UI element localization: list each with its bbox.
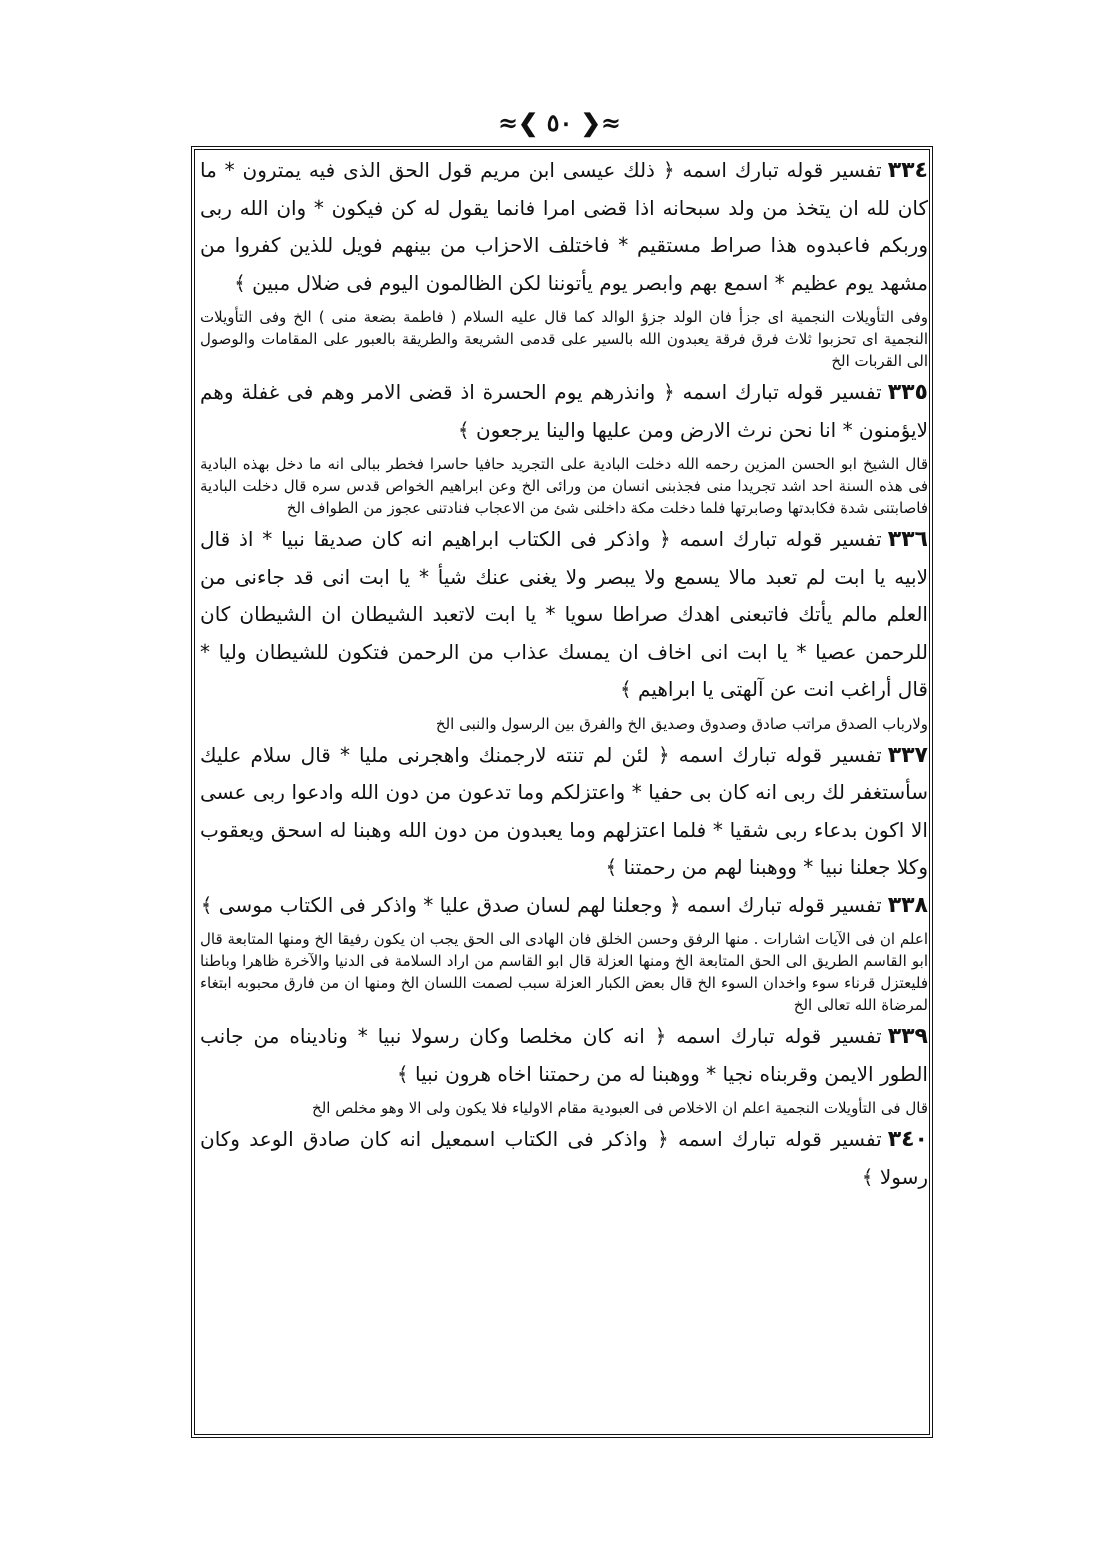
verse-text: تفسير قوله تبارك اسمه ﴿ وانذرهم يوم الحسرة اذ قضى الامر وهم فى غفلة وهم لايؤمنون * انا نحن نرث الارض ومن عليها والينا يرجعون ﴾ (200, 380, 928, 442)
entry-number: ٣٤٠ (887, 1127, 928, 1152)
verse-text: تفسير قوله تبارك اسمه ﴿ لئن لم تنته لارجمنك واهجرنى مليا * قال سلام عليك سأستغفر لك ربى انه كان بى حفيا * واعتزلكم وما تدعون من دون الله وادعوا ربى عسى الا اكون بدعاء ربى شقيا * فلما اعتزلهم وما يعبدون من دون الله وهبنا له اسحق ويعقوب وكلا جعلنا نبيا * ووهبنا لهم من رحمتنا ﴾ (200, 742, 928, 879)
page-content (200, 152, 928, 1196)
left-ornament: ≈❮ (498, 108, 539, 137)
entry-number: ٣٣٩ (887, 1024, 928, 1049)
verse-text: تفسير قوله تبارك اسمه ﴿ ذلك عيسى ابن مريم قول الحق الذى فيه يمترون * ما كان لله ان يتخذ من ولد سبحانه اذا قضى امرا فانما يقول له كن فيكون * وان الله ربى وربكم فاعبدوه هذا صراط مستقيم * فاختلف الاحزاب من بينهم فويل للذين كفروا من مشهد يوم عظيم * اسمع بهم وابصر يوم يأتوننا لكن الظالمون اليوم فى ضلال مبين ﴾ (200, 158, 928, 295)
entry-number: ٣٣٤ (887, 158, 928, 183)
verse-text: تفسير قوله تبارك اسمه ﴿ واذكر فى الكتاب ابراهيم انه كان صديقا نبيا * اذ قال لابيه يا ابت لم تعبد مالا يسمع ولا يبصر ولا يغنى عنك شيأ * يا ابت انى قد جاءنى من العلم مالم يأتك فاتبعنى اهدك صراطا سويا * يا ابت لاتعبد الشيطان ان الشيطان كان للرحمن عصيا * يا ابت انى اخاف ان يمسك عذاب من الرحمن فتكون للشيطان وليا * قال أراغب انت عن آلهتى يا ابراهيم ﴾ (200, 527, 928, 701)
page-number: ٥٠ (546, 108, 573, 137)
entry-number: ٣٣٨ (887, 892, 928, 918)
entry-335 (200, 374, 928, 519)
entry-number: ٣٣٥ (887, 380, 928, 405)
entry-338 (200, 887, 928, 1017)
commentary-text: ولارباب الصدق مراتب صادق وصدوق وصديق الخ والفرق بين الرسول والنبى الخ (435, 714, 928, 733)
entry-340 (200, 1121, 928, 1196)
right-ornament: ❯≈ (580, 108, 621, 137)
commentary-text: قال فى التأويلات النجمية اعلم ان الاخلاص فى العبودية مقام الاولياء فلا يكون ولى الا وهو مخلص الخ (312, 1099, 928, 1117)
commentary-text: وفى التأويلات النجمية اى جزأ فان الولد جزؤ الوالد كما قال عليه السلام ( فاطمة بضعة منى ) الخ وفى التأويلات النجمية اى تحزبوا ثلاث فرق فرقة يعبدون الله بالسير على قدمى الشريعة والطريقة بالعبور على المقامات والوصول الى القربات الخ (200, 308, 928, 370)
entry-number: ٣٣٧ (887, 742, 928, 768)
verse-text: تفسير قوله تبارك اسمه ﴿ واذكر فى الكتاب اسمعيل انه كان صادق الوعد وكان رسولا ﴾ (200, 1127, 928, 1189)
entry-336 (200, 521, 928, 735)
entry-334 (200, 152, 928, 372)
verse-text: تفسير قوله تبارك اسمه ﴿ انه كان مخلصا وكان رسولا نبيا * وناديناه من جانب الطور الايمن وقربناه نجيا * ووهبنا له من رحمتنا اخاه هرون نبيا ﴾ (200, 1024, 928, 1086)
verse-text: تفسير قوله تبارك اسمه ﴿ وجعلنا لهم لسان صدق عليا * واذكر فى الكتاب موسى ﴾ (200, 892, 882, 917)
entry-number: ٣٣٦ (887, 527, 928, 552)
entry-339 (200, 1018, 928, 1119)
entry-337 (200, 737, 928, 887)
page-number-header (0, 108, 1119, 137)
commentary-text: قال الشيخ ابو الحسن المزين رحمه الله دخلت البادية على التجريد حافيا حاسرا فخطر ببالى انه ما دخل بهذه البادية فى هذه السنة احد اشد تجريدا منى فجذبنى انسان من ورائى الخ وعن ابراهيم الخواص قدس سره قال دخلت البادية فاصابتنى شدة فكابدتها وصابرتها فلما دخلت مكة داخلنى شئ من الاعجاب فنادتنى عجوز من الطواف الخ (200, 455, 928, 517)
commentary-text: اعلم ان فى الآيات اشارات . منها الرفق وحسن الخلق فان الهادى الى الحق يجب ان يكون رفيقا الخ ومنها المتابعة قال ابو القاسم الطريق الى الحق المتابعة الخ ومنها العزلة قال ابو القاسم من اراد السلامة فى الدنيا والآخرة ظاهرا وباطنا فليعتزل قرناء سوء واخدان السوء الخ قال بعض الكبار العزلة سبب لصمت اللسان الخ ومنها ان من فارق محبوبه ابتغاء لمرضاة الله تعالى الخ (200, 930, 928, 1014)
